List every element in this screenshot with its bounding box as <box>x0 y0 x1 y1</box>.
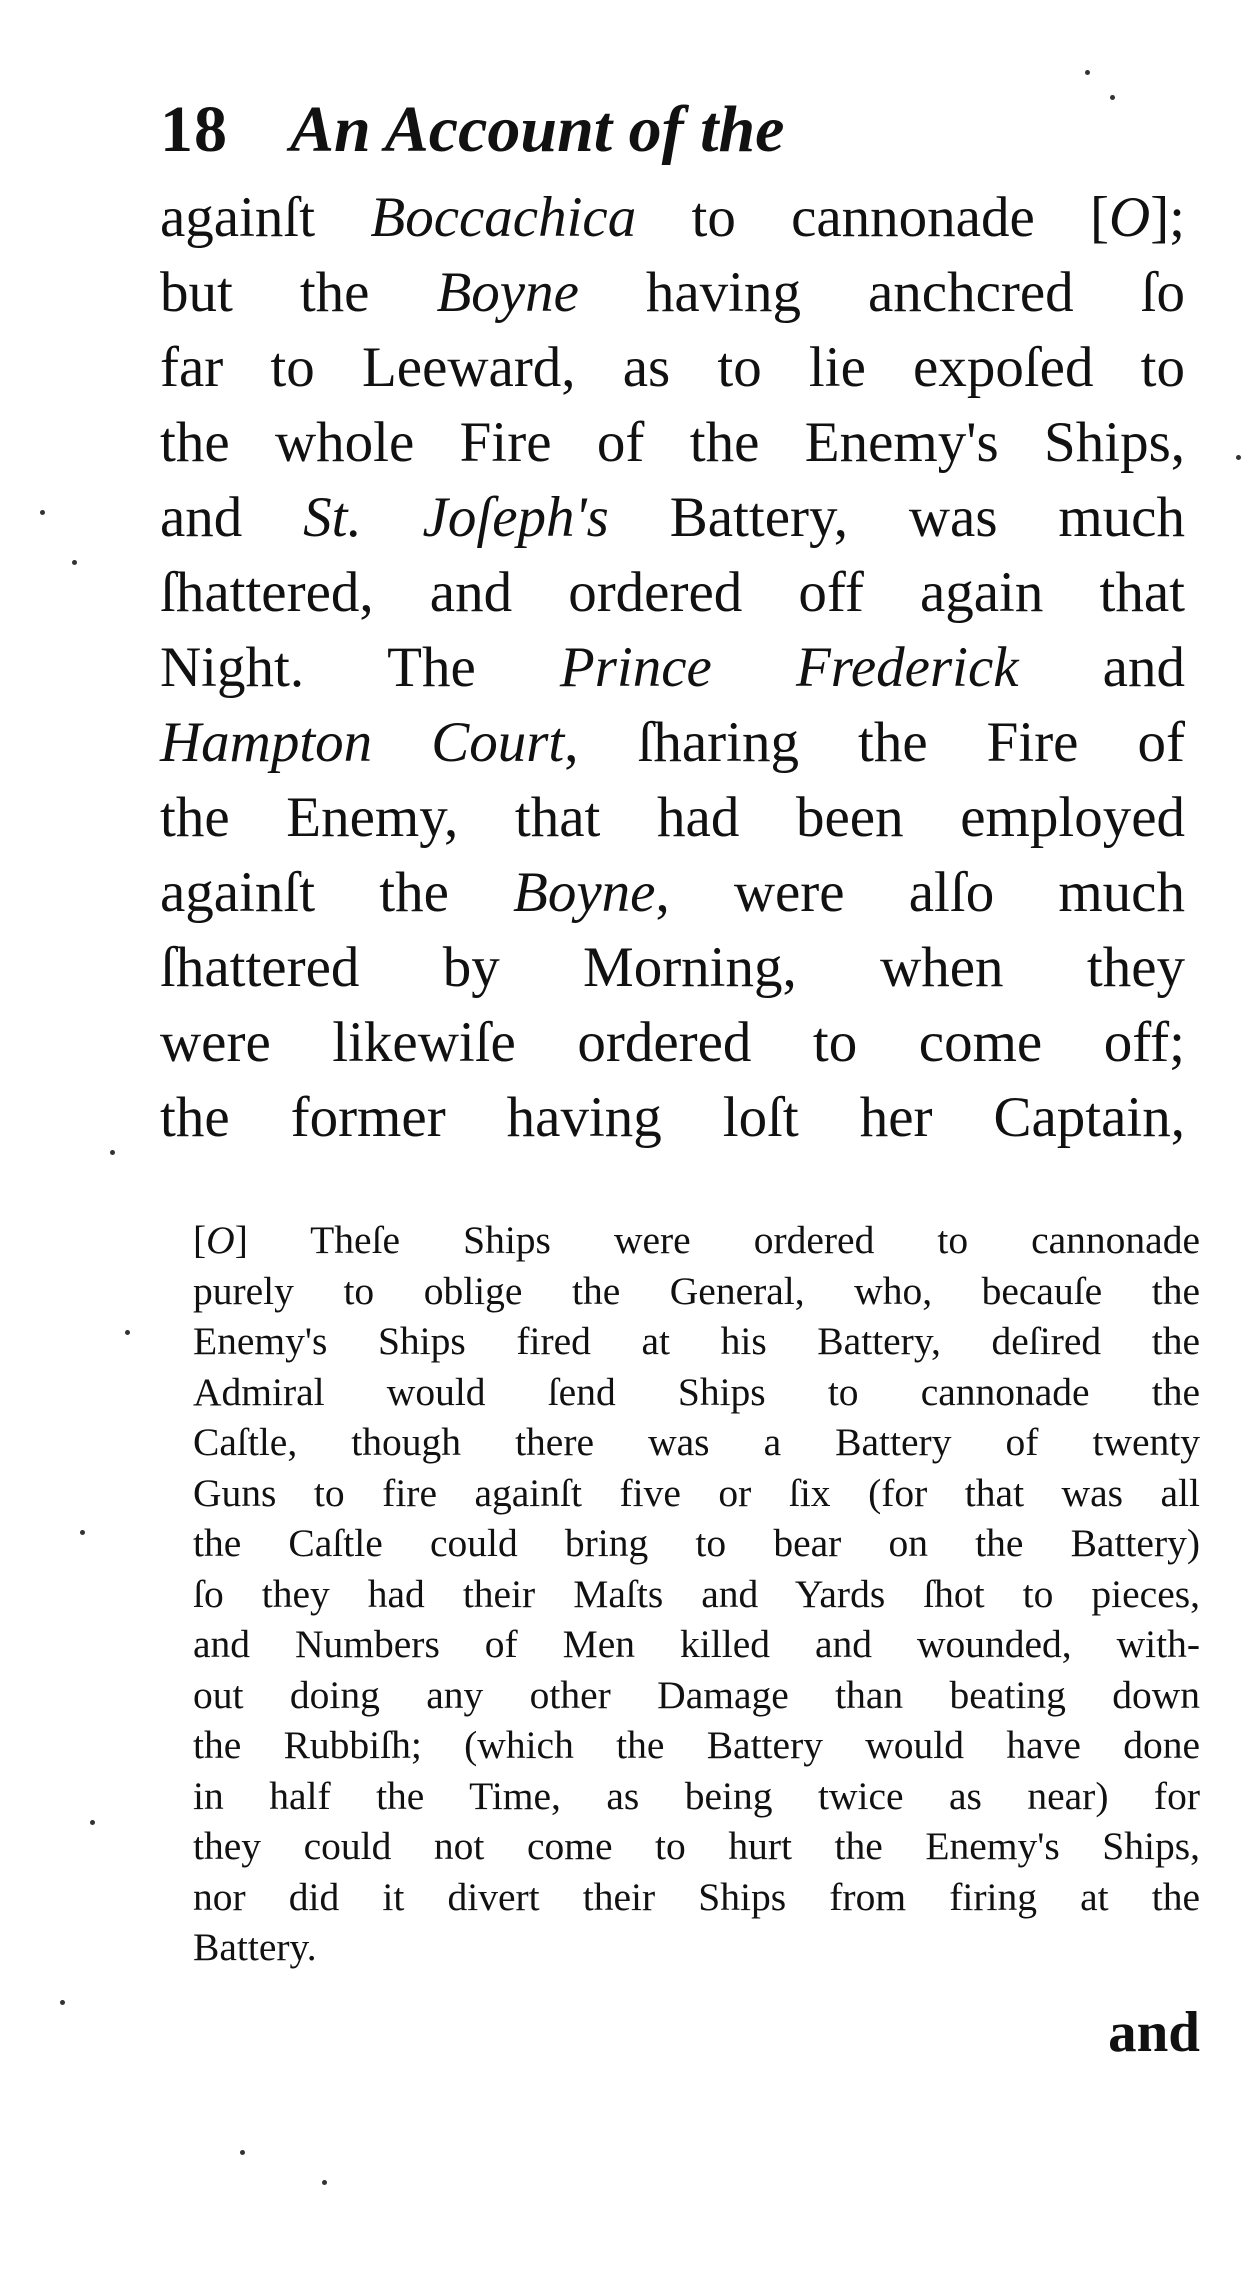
italic-run: Boyne <box>436 261 579 324</box>
footnote-block <box>193 1215 1200 1973</box>
text-line <box>160 405 1185 480</box>
print-speck <box>110 1150 115 1155</box>
footnote-line <box>193 1518 1200 1569</box>
print-speck <box>1236 455 1241 460</box>
text-run: [ <box>193 1218 207 1262</box>
print-speck <box>1110 95 1115 100</box>
text-run: Guns to fire againſt five or ſix (for that was all <box>193 1470 1200 1515</box>
text-run: againſt <box>160 186 371 249</box>
italic-run: O <box>206 1218 235 1262</box>
text-line <box>160 255 1185 330</box>
text-run: ſo they had their Maſts and Yards ſhot to pieces, <box>193 1571 1200 1616</box>
text-run: the Rubbiſh; (which the Battery would have done <box>193 1723 1200 1767</box>
text-run: out doing any other Damage than beating down <box>193 1672 1200 1717</box>
print-speck <box>60 2000 65 2005</box>
print-speck <box>240 2150 245 2155</box>
print-speck <box>322 2180 327 2185</box>
text-run: ] Theſe Ships were ordered to cannonade <box>234 1218 1200 1262</box>
footnote-line <box>193 1922 1200 1973</box>
footnote-line <box>193 1367 1200 1418</box>
text-run: againſt the <box>160 861 514 924</box>
text-line <box>160 780 1185 855</box>
italic-run: St. Joſeph's <box>303 486 609 549</box>
text-run: the former having loſt her Captain, <box>160 1086 1185 1149</box>
text-run: and <box>1018 636 1185 699</box>
footnote-line <box>193 1468 1200 1519</box>
italic-run: O <box>1109 186 1151 249</box>
footnote-line <box>193 1619 1200 1670</box>
text-run: Battery, was much <box>608 486 1185 549</box>
footnote-line <box>193 1215 1200 1266</box>
footnote-line <box>193 1821 1200 1872</box>
text-line <box>160 1080 1185 1155</box>
text-line <box>160 630 1185 705</box>
running-header <box>160 92 784 182</box>
footnote-line <box>193 1266 1200 1317</box>
footnote-line <box>193 1872 1200 1923</box>
text-run: far to Leeward, as to lie expoſed to <box>160 336 1185 399</box>
text-run: to cannonade [ <box>636 186 1110 249</box>
text-line <box>160 330 1185 405</box>
text-run: , were alſo much <box>655 861 1185 924</box>
text-run: , ſharing the Fire of <box>564 711 1185 774</box>
footnote-line <box>193 1569 1200 1620</box>
text-run: ſhattered by Morning, when they <box>160 936 1185 999</box>
text-line <box>160 855 1185 930</box>
text-run: Caſtle, though there was a Battery of twenty <box>193 1420 1200 1464</box>
text-run: Night. The <box>160 636 560 699</box>
page-number: 18 <box>160 93 228 166</box>
text-line <box>160 705 1185 780</box>
italic-run: Hampton Court <box>160 711 565 774</box>
print-speck <box>80 1530 85 1535</box>
text-run: were likewiſe ordered to come off; <box>160 1011 1185 1074</box>
main-text-block <box>160 180 1185 1155</box>
text-run: having anchcred ſo <box>578 261 1185 324</box>
catchword: and <box>1108 2001 1200 2064</box>
text-run: they could not come to hurt the Enemy's Ships, <box>193 1824 1200 1868</box>
print-speck <box>72 560 77 565</box>
italic-run: Boccachica <box>370 186 637 249</box>
text-run: the Enemy, that had been employed <box>160 786 1185 849</box>
text-line <box>160 1005 1185 1080</box>
text-run: and <box>160 486 304 549</box>
print-speck <box>1085 70 1090 75</box>
text-run: in half the Time, as being twice as near) for <box>193 1773 1200 1818</box>
print-speck <box>125 1330 130 1335</box>
text-line <box>160 930 1185 1005</box>
italic-run: Prince Frederick <box>559 636 1019 699</box>
text-run: Enemy's Ships fired at his Battery, deſired the <box>193 1319 1200 1363</box>
text-run: and Numbers of Men killed and wounded, with- <box>193 1622 1200 1666</box>
text-line <box>160 480 1185 555</box>
text-line <box>160 180 1185 255</box>
text-run: ſhattered, and ordered off again that <box>160 561 1185 624</box>
running-title: An Account of the <box>290 93 785 166</box>
text-run: purely to oblige the General, who, becauſe the <box>193 1268 1200 1313</box>
text-run: the whole Fire of the Enemy's Ships, <box>160 411 1185 474</box>
print-speck <box>90 1820 95 1825</box>
text-run: Battery. <box>193 1925 317 1969</box>
footnote-line <box>193 1720 1200 1771</box>
text-run: nor did it divert their Ships from firing at the <box>193 1874 1200 1919</box>
footnote-line <box>193 1670 1200 1721</box>
text-run: Admiral would ſend Ships to cannonade the <box>193 1369 1200 1414</box>
text-run: ]; <box>1150 186 1186 249</box>
text-line <box>160 555 1185 630</box>
text-run: the Caſtle could bring to bear on the Battery) <box>193 1521 1200 1565</box>
footnote-line <box>193 1771 1200 1822</box>
footnote-line <box>193 1417 1200 1468</box>
print-speck <box>40 510 45 515</box>
footnote-line <box>193 1316 1200 1367</box>
italic-run: Boyne <box>513 861 656 924</box>
text-run: but the <box>160 261 437 324</box>
